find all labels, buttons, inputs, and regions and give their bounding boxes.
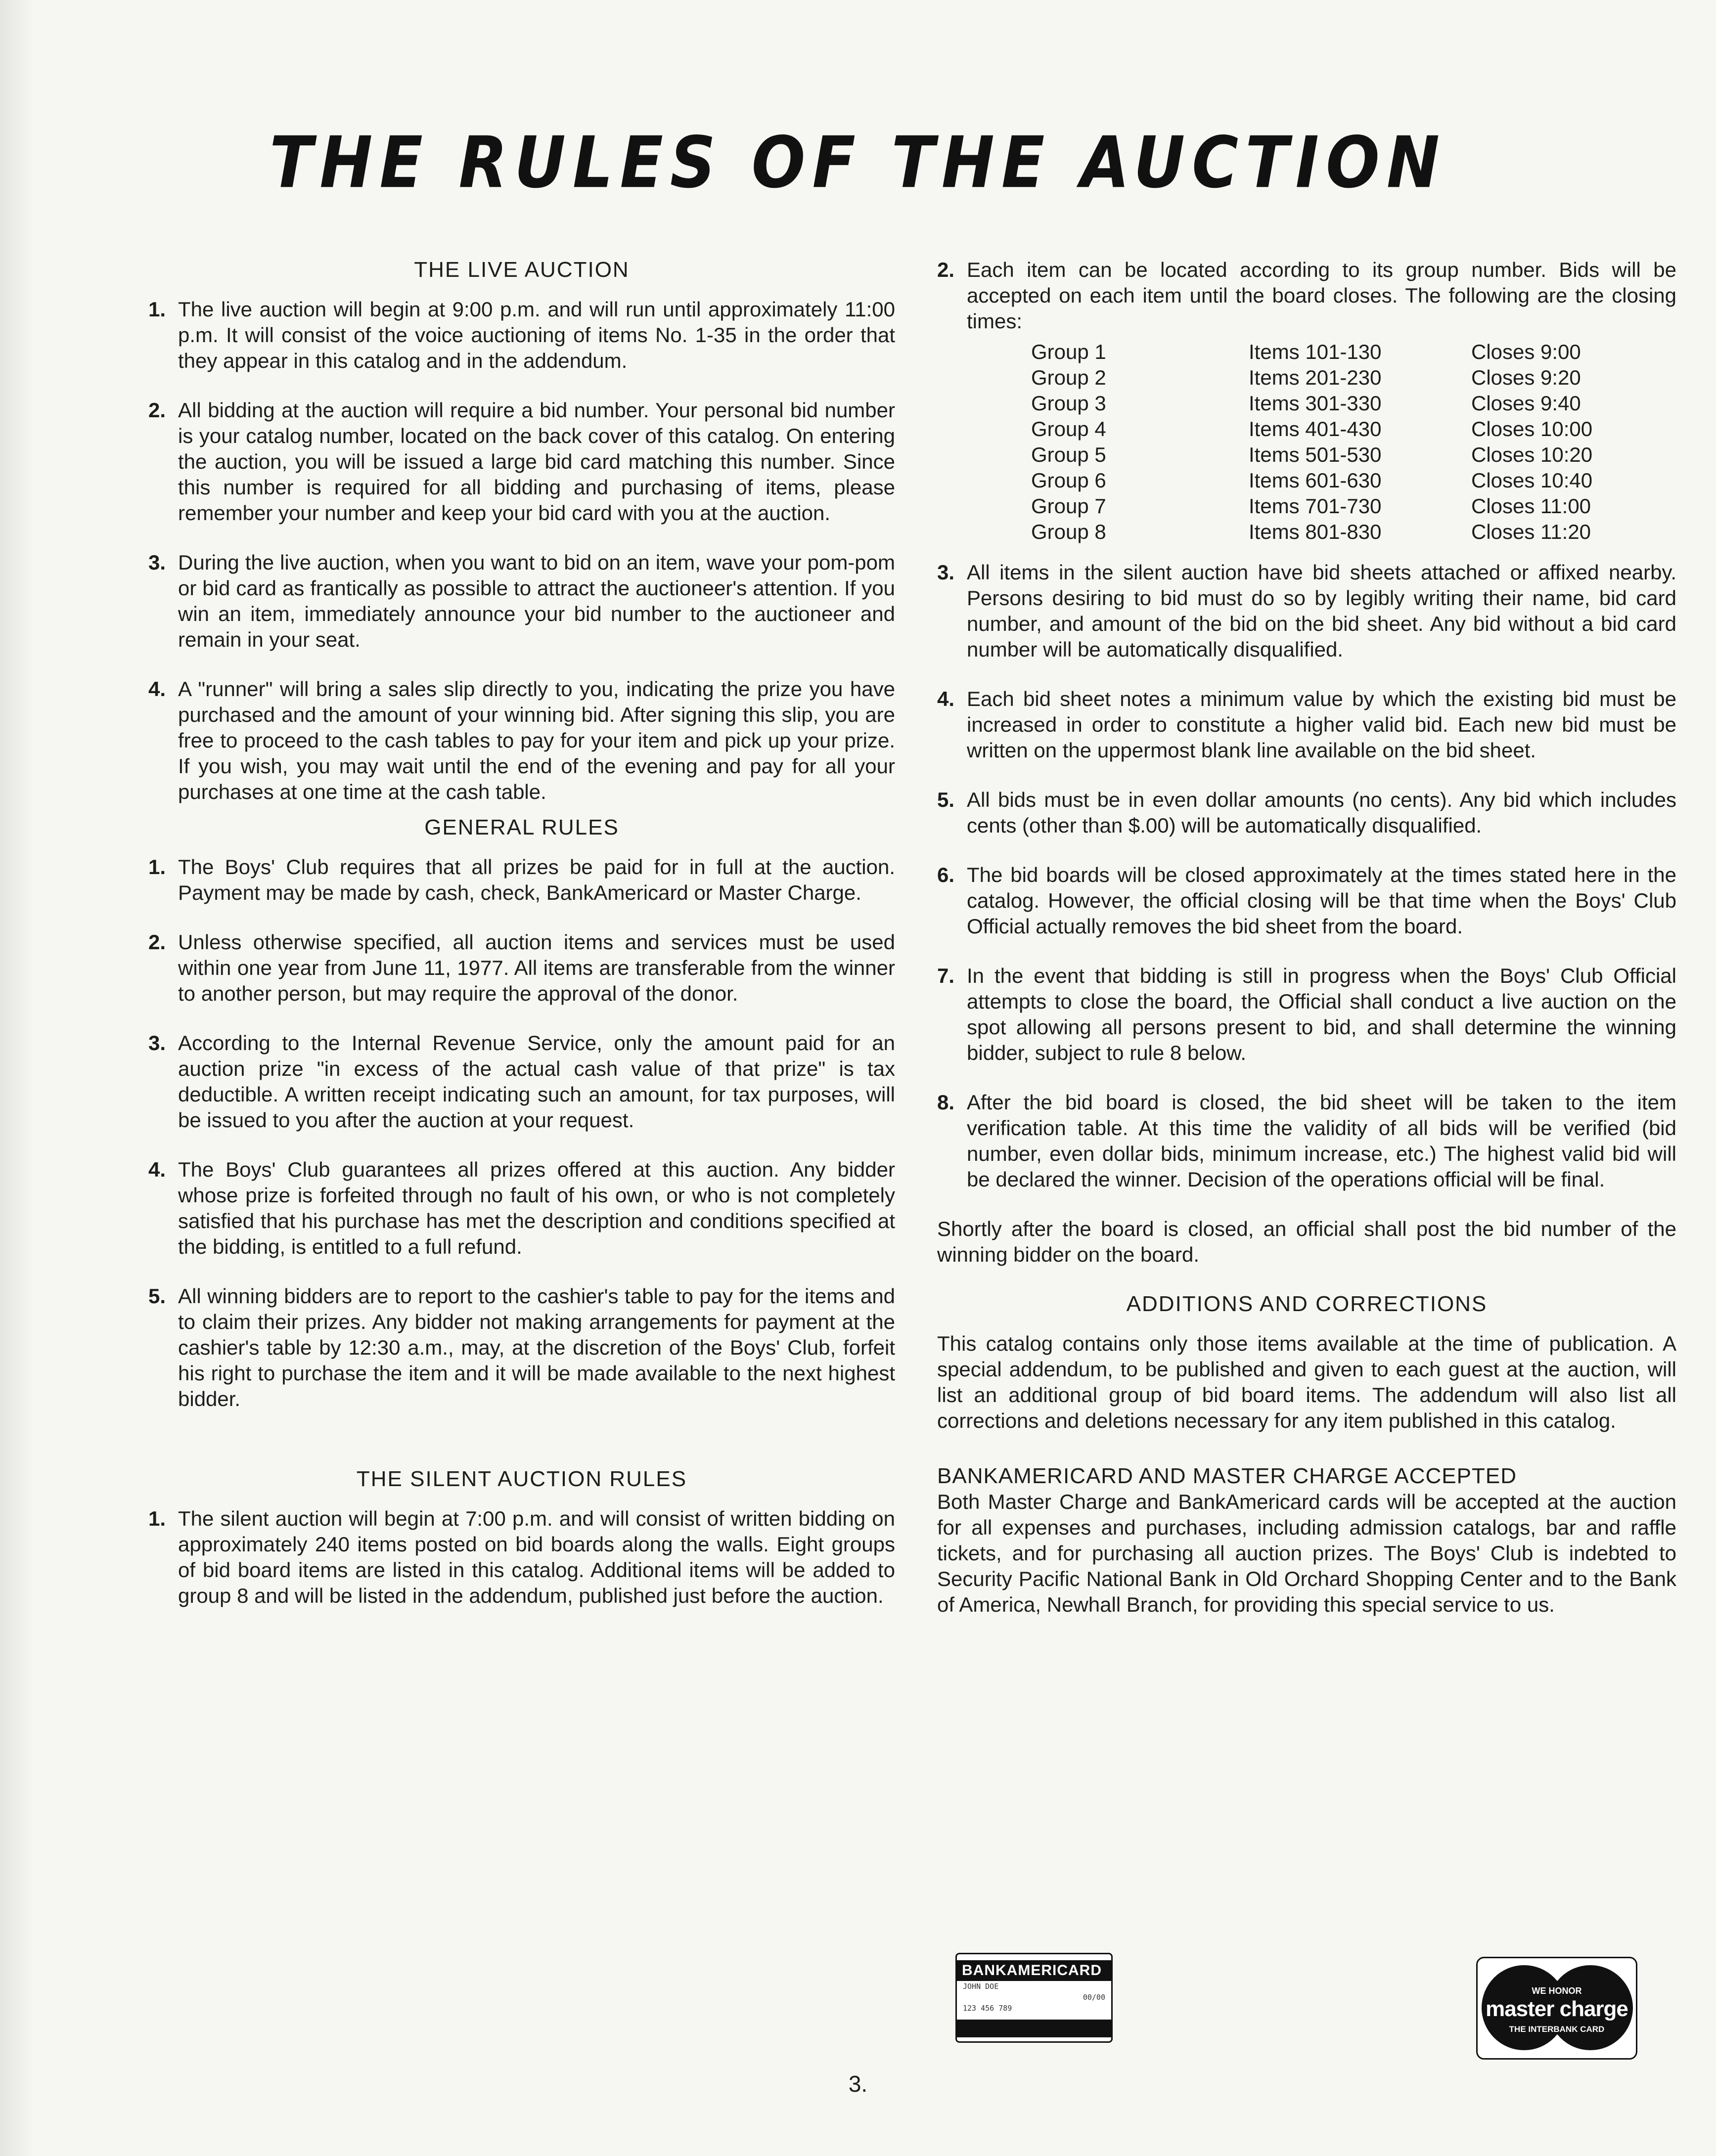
left-column bbox=[148, 257, 895, 1632]
mastercharge-brand: master charge bbox=[1486, 1997, 1628, 2021]
rule-number: 7. bbox=[937, 964, 955, 987]
rule-number: 1. bbox=[148, 855, 166, 879]
rule-item bbox=[148, 929, 895, 1007]
rule-text: A "runner" will bring a sales slip directly to you, indicating the prize you have purchased and the amount of your winning bid. After signing this slip, you are free to proceed to the cash tables to pay for your item and pick up your prize. If you wish, you may wait until the end of the evening and pay for all your purchases at one time at the cash table. bbox=[178, 677, 895, 803]
rule-item bbox=[148, 297, 895, 374]
silent-auction-heading: THE SILENT AUCTION RULES bbox=[356, 1467, 687, 1491]
mastercharge-bottom-text: THE INTERBANK CARD bbox=[1509, 2024, 1605, 2034]
rule-text: In the event that bidding is still in progress when the Boys' Club Official attempts to close the board, the Official shall conduct a live auction on the spot allowing all persons present to bid, and shall determine the winning bidder, subject to rule 8 below. bbox=[967, 964, 1676, 1064]
rule-item bbox=[937, 963, 1676, 1066]
rule-number: 8. bbox=[937, 1091, 955, 1114]
group-name: Group 4 bbox=[1031, 417, 1106, 440]
rule-text: All bids must be in even dollar amounts (no cents). Any bid which includes cents (other than $.00) will be automatically disqualified. bbox=[967, 788, 1676, 837]
rule-item bbox=[937, 1090, 1676, 1192]
right-column bbox=[937, 257, 1676, 1641]
rule-item bbox=[148, 397, 895, 526]
closing-time: Closes 10:00 bbox=[1471, 417, 1593, 440]
silent-auction-rules bbox=[937, 560, 1676, 1192]
rule-number: 3. bbox=[148, 1031, 166, 1055]
rule-text: During the live auction, when you want to bid on an item, wave your pom-pom or bid card as frantically as possible to attract the auctioneer's attention. If you win an item, immediately announce your bid number to the auctioneer and remain in your seat. bbox=[178, 551, 895, 651]
rule-text: After the bid board is closed, the bid sheet will be taken to the item verification table. At this time the validity of all bids will be verified (bid number, even dollar bids, minimum increase, etc.) The highest valid bid will be declared the winner. Decision of the operations official will be final. bbox=[967, 1091, 1676, 1191]
silent-rule-2 bbox=[937, 257, 1676, 334]
rule-text: Each item can be located according to its group number. Bids will be accepted on each item until the board closes. The following are the closing times: bbox=[967, 258, 1676, 333]
rule-number: 2. bbox=[937, 258, 955, 281]
live-auction-heading: THE LIVE AUCTION bbox=[414, 258, 630, 282]
table-row bbox=[1031, 416, 1676, 442]
additions-text: This catalog contains only those items available at the time of publication. A special addendum, to be published and given to each guest at the auction, will list an additional group of bid board items. The addendum will also list all corrections and deletions necessary for any item published in this catalog. bbox=[937, 1332, 1676, 1432]
closing-times-table bbox=[1031, 339, 1676, 545]
rule-item bbox=[148, 676, 895, 805]
group-name: Group 7 bbox=[1031, 494, 1106, 518]
rule-item bbox=[148, 550, 895, 653]
item-range: Items 801-830 bbox=[1249, 520, 1382, 543]
general-rules-heading: GENERAL RULES bbox=[424, 815, 619, 839]
closing-time: Closes 10:20 bbox=[1471, 443, 1593, 466]
live-auction-rules bbox=[148, 297, 895, 805]
group-name: Group 5 bbox=[1031, 443, 1106, 466]
table-row bbox=[1031, 519, 1676, 545]
page-number: 3. bbox=[848, 2071, 868, 2097]
item-range: Items 201-230 bbox=[1249, 366, 1382, 389]
cards-text: Both Master Charge and BankAmericard cards will be accepted at the auction for all expenses and purchases, including admission catalogs, bar and raffle tickets, and for purchasing all auction prizes. The Boys' Club is indebted to Security Pacific National Bank in Old Orchard Shopping Center and to the Bank of America, Newhall Branch, for providing this special service to us. bbox=[937, 1490, 1676, 1616]
rule-text: The live auction will begin at 9:00 p.m. and will run until approximately 11:00 p.m. It will consist of the voice auctioning of items No. 1-35 in the order that they appear in this catalog and in the addendum. bbox=[178, 298, 895, 372]
rule-number: 3. bbox=[937, 561, 955, 584]
silent-rule-1 bbox=[148, 1506, 895, 1609]
rule-text: The bid boards will be closed approximately at the times stated here in the catalog. However, the official closing will be that time when the Boys' Club Official actually removes the bid sheet from the board. bbox=[967, 863, 1676, 938]
closing-time: Closes 11:20 bbox=[1471, 520, 1591, 543]
table-row bbox=[1031, 493, 1676, 519]
bankamericard-logo bbox=[955, 1953, 1113, 2043]
rule-text: All items in the silent auction have bid sheets attached or affixed nearby. Persons desiring to bid must do so by legibly writing their name, bid card number, and amount of the bid on the bid sheet. Any bid without a bid card number will be automatically disqualified. bbox=[967, 561, 1676, 661]
closing-time: Closes 9:40 bbox=[1471, 392, 1581, 415]
group-name: Group 8 bbox=[1031, 520, 1106, 543]
mastercharge-logo bbox=[1476, 1957, 1637, 2060]
item-range: Items 701-730 bbox=[1249, 494, 1382, 518]
rule-text: Each bid sheet notes a minimum value by which the existing bid must be increased in order to constitute a higher valid bid. Each new bid must be written on the uppermost blank line available on the bid sheet. bbox=[967, 687, 1676, 762]
page-title: THE RULES OF THE AUCTION bbox=[270, 122, 1446, 204]
rule-item bbox=[148, 1283, 895, 1412]
rule-text: All bidding at the auction will require a bid number. Your personal bid number is your catalog number, located on the back cover of this catalog. On entering the auction, you will be issued a large bid card matching this number. Since this number is required for all bidding and purchasing of items, please remember your number and keep your bid card with you at the auction. bbox=[178, 398, 895, 525]
rule-item bbox=[937, 862, 1676, 939]
rule-item bbox=[148, 854, 895, 906]
bankamericard-brand: BANKAMERICARD bbox=[957, 1960, 1111, 1981]
item-range: Items 401-430 bbox=[1249, 417, 1382, 440]
closing-time: Closes 9:20 bbox=[1471, 366, 1581, 389]
rule-text: According to the Internal Revenue Service, only the amount paid for an auction prize "in excess of the actual cash value of that prize" is tax deductible. A written receipt indicating such an amount, for tax purposes, will be issued to you after the auction at your request. bbox=[178, 1031, 895, 1132]
table-row bbox=[1031, 339, 1676, 365]
closing-time: Closes 10:40 bbox=[1471, 469, 1593, 492]
rule-text: All winning bidders are to report to the cashier's table to pay for the items and to claim their prizes. Any bidder not making arrangements for payment at the cashier's table by 12:30 a.m., may, at the discretion of the Boys' Club, forfeit his right to purchase the item and it will be made available to the next highest bidder. bbox=[178, 1284, 895, 1410]
rule-number: 4. bbox=[937, 687, 955, 710]
mastercharge-top-text: WE HONOR bbox=[1532, 1986, 1582, 1996]
rule-item bbox=[937, 560, 1676, 662]
card-expiry: 00/00 bbox=[1083, 1993, 1105, 2002]
rule-text: The Boys' Club guarantees all prizes offered at this auction. Any bidder whose prize is forfeited through no fault of his own, or who is not completely satisfied that his purchase has met the description and conditions specified at the bidding, is entitled to a full refund. bbox=[178, 1158, 895, 1258]
rule-item bbox=[937, 787, 1676, 838]
item-range: Items 601-630 bbox=[1249, 469, 1382, 492]
group-name: Group 3 bbox=[1031, 392, 1106, 415]
item-range: Items 301-330 bbox=[1249, 392, 1382, 415]
rule-number: 2. bbox=[148, 930, 166, 954]
rule-number: 2. bbox=[148, 398, 166, 422]
group-name: Group 2 bbox=[1031, 366, 1106, 389]
rule-item bbox=[937, 686, 1676, 763]
general-rules-list bbox=[148, 854, 895, 1412]
rule-number: 5. bbox=[148, 1284, 166, 1308]
table-row bbox=[1031, 391, 1676, 416]
table-row bbox=[1031, 442, 1676, 468]
table-row bbox=[1031, 365, 1676, 391]
closing-time: Closes 9:00 bbox=[1471, 340, 1581, 363]
card-magstripe bbox=[957, 2020, 1111, 2037]
rule-number: 1. bbox=[148, 1507, 166, 1530]
rule-item bbox=[148, 1030, 895, 1133]
closing-time: Closes 11:00 bbox=[1471, 494, 1591, 518]
rule-number: 3. bbox=[148, 551, 166, 574]
group-name: Group 6 bbox=[1031, 469, 1106, 492]
cards-heading: BANKAMERICARD AND MASTER CHARGE ACCEPTED bbox=[937, 1464, 1517, 1488]
rule-text: The silent auction will begin at 7:00 p.m. and will consist of written bidding on approximately 240 items posted on bid boards along the walls. Eight groups of bid board items are listed in this catalog. Additional items will be added to group 8 and will be listed in the addendum, published just before the auction. bbox=[178, 1507, 895, 1607]
card-number: 123 456 789 bbox=[963, 2004, 1012, 2013]
table-row bbox=[1031, 468, 1676, 493]
card-holder-name: JOHN DOE bbox=[963, 1982, 999, 1991]
rule-text: The Boys' Club requires that all prizes be paid for in full at the auction. Payment may be made by cash, check, BankAmericard or Master Charge. bbox=[178, 855, 895, 904]
rule-item bbox=[148, 1157, 895, 1260]
rule-number: 5. bbox=[937, 788, 955, 811]
item-range: Items 501-530 bbox=[1249, 443, 1382, 466]
rule-number: 1. bbox=[148, 298, 166, 321]
group-name: Group 1 bbox=[1031, 340, 1106, 363]
rule-number: 4. bbox=[148, 677, 166, 701]
page-gutter-shadow bbox=[0, 0, 35, 2156]
item-range: Items 101-130 bbox=[1249, 340, 1382, 363]
rule-number: 6. bbox=[937, 863, 955, 886]
rule-text: Unless otherwise specified, all auction items and services must be used within one year from June 11, 1977. All items are transferable from the winner to another person, but may require the approval of the donor. bbox=[178, 930, 895, 1005]
additions-heading: ADDITIONS AND CORRECTIONS bbox=[1126, 1292, 1488, 1316]
rule-number: 4. bbox=[148, 1158, 166, 1181]
closing-note: Shortly after the board is closed, an official shall post the bid number of the winning bidder on the board. bbox=[937, 1217, 1676, 1266]
